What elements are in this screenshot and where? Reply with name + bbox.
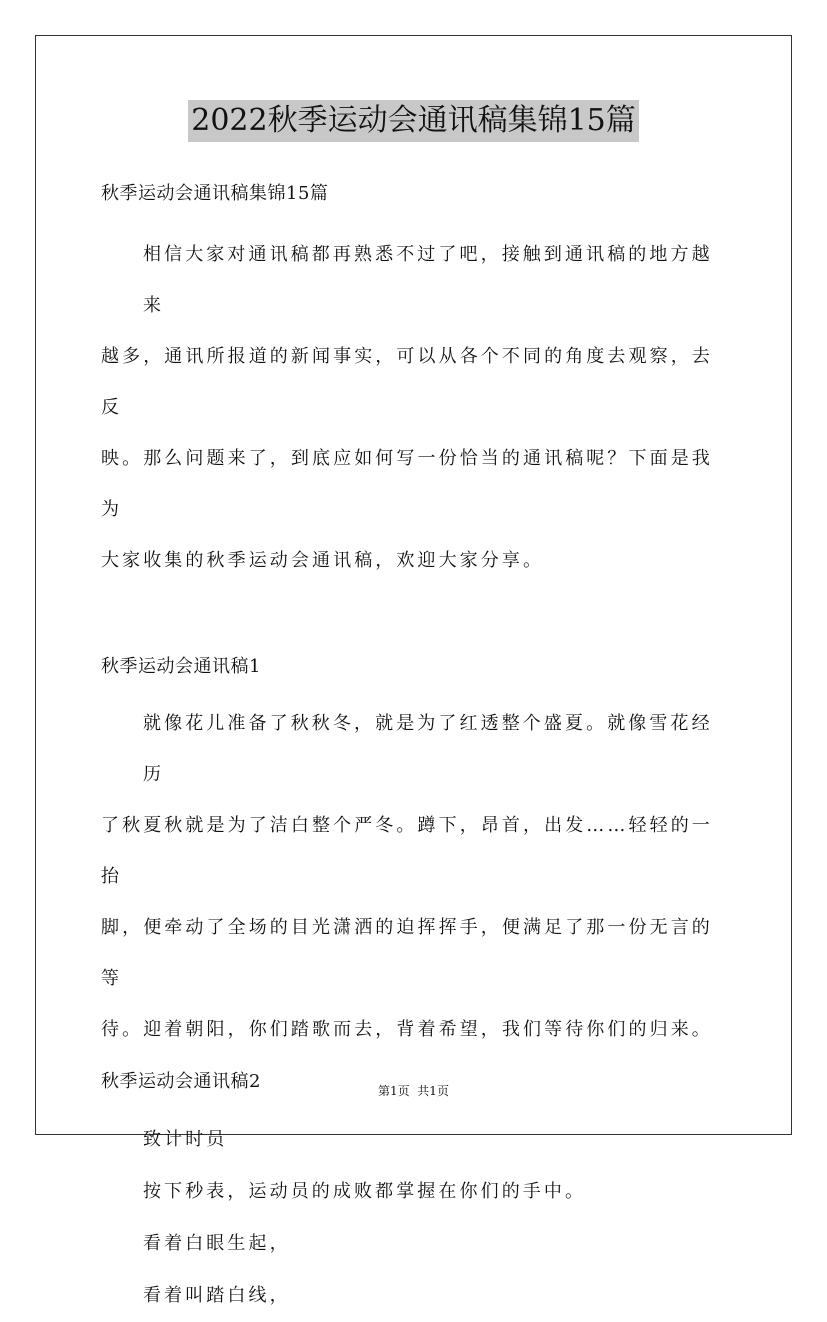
page-footer xyxy=(0,1082,827,1099)
document-title: 2022秋季运动会通讯稿集锦15篇 xyxy=(188,100,639,142)
section2-heading: 秋季运动会通讯稿2 xyxy=(101,1071,261,1092)
document-subtitle: 秋季运动会通讯稿集锦15篇 xyxy=(101,183,329,204)
section2-paragraph xyxy=(101,1114,728,1322)
section1-line: 待。迎着朝阳，你们踏歌而去，背着希望，我们等待你们的归来。 xyxy=(101,1019,713,1040)
section2-line: 看着白眼生起， xyxy=(143,1233,291,1254)
section2-line: 看着叫踏白线， xyxy=(143,1285,291,1306)
page-number-label: 第1页 共1页 xyxy=(378,1084,449,1098)
section2-line: 按下秒表，运动员的成败都掌握在你们的手中。 xyxy=(143,1181,587,1202)
intro-line: 相信大家对通讯稿都再熟悉不过了吧，接触到通讯稿的地方越来 xyxy=(143,244,713,316)
document-body xyxy=(101,175,728,1322)
section1-heading: 秋季运动会通讯稿1 xyxy=(101,656,261,677)
intro-line: 越多，通讯所报道的新闻事实，可以从各个不同的角度去观察，去反 xyxy=(101,346,713,418)
intro-paragraph xyxy=(101,229,728,586)
section1-paragraph xyxy=(101,698,728,1055)
section2-line: 致计时员 xyxy=(143,1129,228,1150)
section1-line: 脚，便牵动了全场的目光潇洒的迫挥挥手，便满足了那一份无言的等 xyxy=(101,917,713,989)
section1-line: 了秋夏秋就是为了洁白整个严冬。蹲下，昂首，出发……轻轻的一抬 xyxy=(101,815,713,887)
intro-line: 映。那么问题来了，到底应如何写一份恰当的通讯稿呢？下面是我为 xyxy=(101,448,713,520)
section1-line: 就像花儿准备了秋秋冬，就是为了红透整个盛夏。就像雪花经历 xyxy=(143,713,713,785)
title-wrap xyxy=(0,100,827,142)
intro-line: 大家收集的秋季运动会通讯稿，欢迎大家分享。 xyxy=(101,550,545,571)
